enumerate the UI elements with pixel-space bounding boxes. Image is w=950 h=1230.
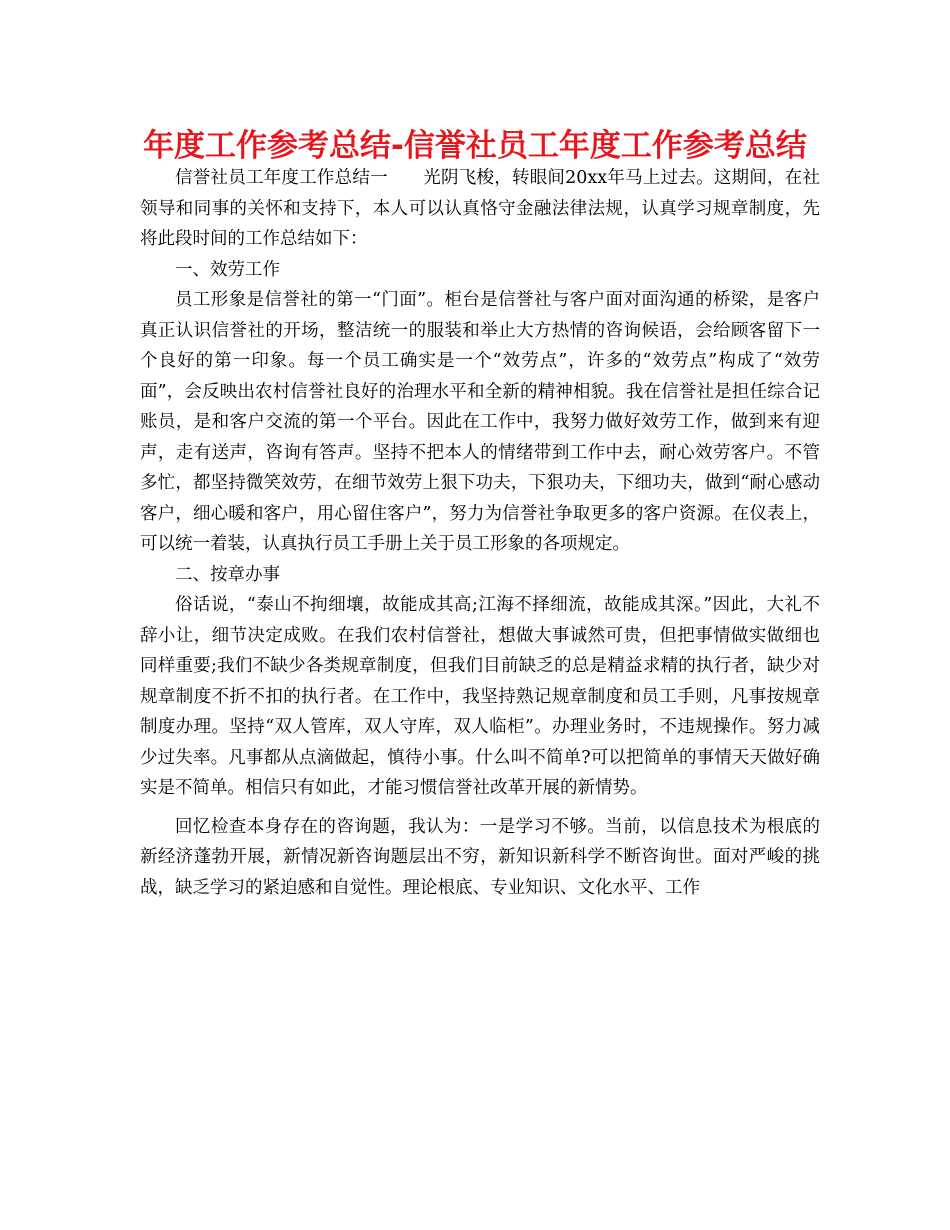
document-title: 年度工作参考总结-信誉社员工年度工作参考总结 (143, 128, 807, 164)
section-heading-service: 一、效劳工作 (175, 259, 280, 280)
paragraph-intro: 信誉社员工年度工作总结一 光阴飞梭，转眼间20xx年马上过去。这期间，在社领导和同事的关怀和支持下，本人可以认真恪守金融法律法规，认真学习规章制度，先将此段时间的工作总结如下： (140, 168, 820, 249)
paragraph-rules: 俗话说，“泰山不拘细壤，故能成其高;江海不择细流，故能成其深。”因此，大礼不辞小让，细节决定成败。在我们农村信誉社，想做大事诚然可贵，但把事情做实做细也同样重要;我们不缺少各类规章制度，但我们目前缺乏的总是精益求精的执行者，缺少对规章制度不折不扣的执行者。在工作中，我坚持熟记规章制度和员工手则，凡事按规章制度办理。坚持“双人管库，双人守库，双人临柜”。办理业务时，不违规操作。努力减少过失率。凡事都从点滴做起，慎待小事。什么叫不简单?可以把简单的事情天天做好确实是不简单。相信只有如此，才能习惯信誉社改革开展的新情势。 (140, 595, 820, 798)
paragraph-review: 回忆检查本身存在的咨询题，我认为：一是学习不够。当前，以信息技术为根底的新经济蓬勃开展，新情况新咨询题层出不穷，新知识新科学不断咨询世。面对严峻的挑战，缺乏学习的紧迫感和自觉性。理论根底、专业知识、文化水平、工作 (140, 816, 820, 898)
document-body (140, 163, 820, 903)
paragraph-service: 员工形象是信誉社的第一“门面”。柜台是信誉社与客户面对面沟通的桥梁，是客户真正认识信誉社的开场，整洁统一的服装和举止大方热情的咨询候语，会给顾客留下一个良好的第一印象。每一个员工确实是一个“效劳点”，许多的“效劳点”构成了“效劳面”，会反映出农村信誉社良好的治理水平和全新的精神相貌。我在信誉社是担任综合记账员，是和客户交流的第一个平台。因此在工作中，我努力做好效劳工作，做到来有迎声，走有送声，咨询有答声。坚持不把本人的情绪带到工作中去，耐心效劳客户。不管多忙，都坚持微笑效劳，在细节效劳上狠下功夫，下狠功夫，下细功夫，做到“耐心感动客户，细心暖和客户，用心留住客户”，努力为信誉社争取更多的客户资源。在仪表上，可以统一着装，认真执行员工手册上关于员工形象的各项规定。 (140, 290, 820, 554)
section-heading-rules: 二、按章办事 (175, 564, 280, 585)
